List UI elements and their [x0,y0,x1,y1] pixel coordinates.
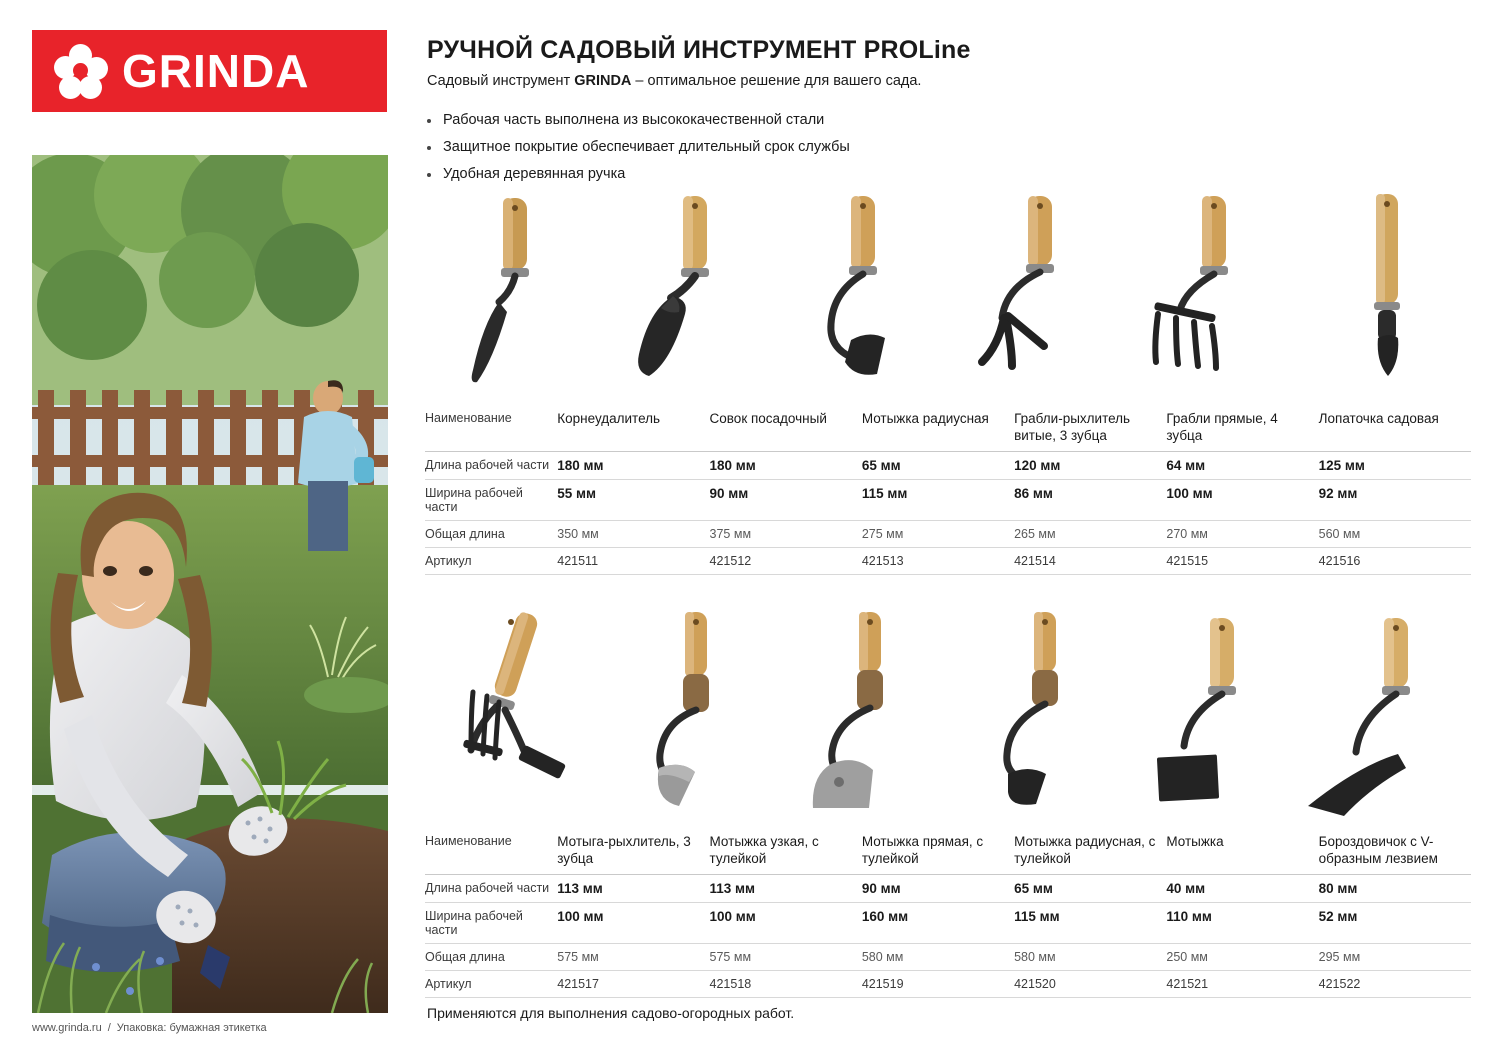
table-row [425,902,1471,943]
footer-separator: / [107,1022,111,1034]
row-label: Ширина рабочей части [425,902,557,943]
page-subtitle [427,73,921,89]
work-width: 55 мм [557,479,709,520]
total-length: 265 мм [1014,520,1166,547]
total-length: 575 мм [710,943,862,970]
work-width: 115 мм [862,479,1014,520]
table-row [425,479,1471,520]
total-length: 295 мм [1319,943,1471,970]
product-image-motyzhka [1122,610,1296,825]
article: 421522 [1319,970,1471,997]
product-image-borozdovichok [1296,610,1470,825]
work-length: 65 мм [1014,874,1166,902]
work-length: 120 мм [1014,451,1166,479]
work-width: 100 мм [710,902,862,943]
row-label: Наименование [425,828,557,874]
work-length: 180 мм [710,451,862,479]
work-length: 180 мм [557,451,709,479]
row-label: Длина рабочей части [425,874,557,902]
subtitle-suffix: – оптимальное решение для вашего сада. [631,73,922,89]
work-length: 125 мм [1319,451,1471,479]
table-row [425,405,1471,451]
product-name: Мотыга-рыхлитель, 3 зубца [557,828,709,874]
website-url[interactable]: www.grinda.ru [32,1022,102,1034]
product-images-row-2 [425,610,1470,825]
table-row [425,874,1471,902]
total-length: 375 мм [710,520,862,547]
row-label: Общая длина [425,520,557,547]
total-length: 575 мм [557,943,709,970]
product-name: Мотыжка радиусная [862,405,1014,451]
product-name: Бороздовичок с V-образным лезвием [1319,828,1471,874]
article: 421514 [1014,547,1166,574]
spec-table-2 [425,828,1471,998]
subtitle-brand: GRINDA [574,73,632,89]
total-length: 275 мм [862,520,1014,547]
work-width: 100 мм [557,902,709,943]
work-length: 65 мм [862,451,1014,479]
product-image-korneudalitel [425,190,599,395]
feature-list [427,112,1127,193]
article: 421518 [710,970,862,997]
footer-note: Применяются для выполнения садово-огородных работ. [427,1005,795,1021]
product-image-grabli-ryhlitel-vitye [948,190,1122,395]
footer-meta [32,1022,267,1034]
product-name: Мотыжка [1166,828,1318,874]
product-image-motyga-ryhlitel [425,610,599,825]
product-image-sovok-posadochnyy [599,190,773,395]
table-row [425,520,1471,547]
total-length: 270 мм [1166,520,1318,547]
work-width: 92 мм [1319,479,1471,520]
table-row [425,828,1471,874]
product-name: Грабли прямые, 4 зубца [1166,405,1318,451]
row-label: Длина рабочей части [425,451,557,479]
total-length: 250 мм [1166,943,1318,970]
packaging-info: Упаковка: бумажная этикетка [116,1022,267,1034]
product-name: Совок посадочный [710,405,862,451]
work-length: 113 мм [557,874,709,902]
table-row [425,970,1471,997]
product-name: Грабли-рыхлитель витые, 3 зубца [1014,405,1166,451]
product-image-motyzhka-radiusnaya [773,190,947,395]
work-length: 113 мм [710,874,862,902]
article: 421511 [557,547,709,574]
subtitle-prefix: Садовый инструмент [427,73,575,89]
product-name: Мотыжка узкая, с тулейкой [710,828,862,874]
feature-item: Рабочая часть выполнена из высококачественной стали [427,112,1127,128]
product-image-motyzhka-uzkaya [599,610,773,825]
work-width: 115 мм [1014,902,1166,943]
row-label: Артикул [425,547,557,574]
article: 421521 [1166,970,1318,997]
product-images-row-1 [425,190,1470,395]
product-name: Корнеудалитель [557,405,709,451]
hero-photo [32,155,388,1013]
feature-item: Защитное покрытие обеспечивает длительный срок службы [427,139,1127,155]
total-length: 580 мм [862,943,1014,970]
work-length: 64 мм [1166,451,1318,479]
brand-name: GRINDA [122,45,310,97]
product-image-lopatochka-sadovaya [1296,190,1470,395]
page-title: РУЧНОЙ САДОВЫЙ ИНСТРУМЕНТ PROLine [427,36,971,64]
total-length: 560 мм [1319,520,1471,547]
work-width: 86 мм [1014,479,1166,520]
work-length: 80 мм [1319,874,1471,902]
work-width: 52 мм [1319,902,1471,943]
row-label: Общая длина [425,943,557,970]
product-name: Лопаточка садовая [1319,405,1471,451]
product-image-grabli-pryamye [1122,190,1296,395]
work-width: 110 мм [1166,902,1318,943]
table-row [425,547,1471,574]
brand-logo [32,30,387,112]
row-label: Артикул [425,970,557,997]
article: 421512 [710,547,862,574]
product-image-motyzhka-pryamaya [773,610,947,825]
article: 421517 [557,970,709,997]
work-width: 90 мм [710,479,862,520]
article: 421516 [1319,547,1471,574]
spec-table-1 [425,405,1471,575]
total-length: 580 мм [1014,943,1166,970]
row-label: Ширина рабочей части [425,479,557,520]
table-row [425,451,1471,479]
article: 421515 [1166,547,1318,574]
total-length: 350 мм [557,520,709,547]
product-name: Мотыжка прямая, с тулейкой [862,828,1014,874]
work-width: 160 мм [862,902,1014,943]
work-length: 90 мм [862,874,1014,902]
work-length: 40 мм [1166,874,1318,902]
work-width: 100 мм [1166,479,1318,520]
table-row [425,943,1471,970]
article: 421513 [862,547,1014,574]
flower-icon [54,44,108,98]
article: 421519 [862,970,1014,997]
feature-item: Удобная деревянная ручка [427,166,1127,182]
row-label: Наименование [425,405,557,451]
product-name: Мотыжка радиусная, с тулейкой [1014,828,1166,874]
article: 421520 [1014,970,1166,997]
product-image-motyzhka-radiusnaya-s-tuleykoy [948,610,1122,825]
